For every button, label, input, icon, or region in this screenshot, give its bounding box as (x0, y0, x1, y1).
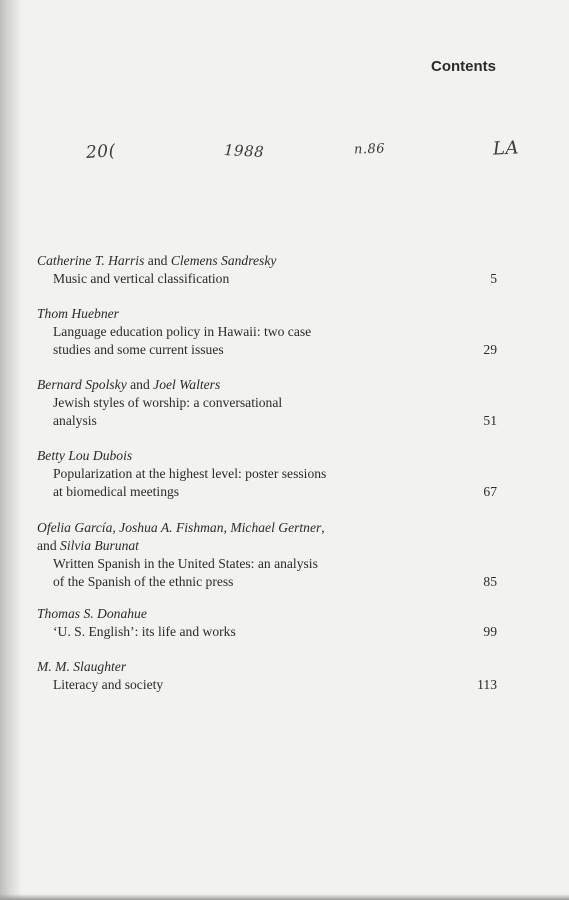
entry-page-number: 85 (483, 574, 497, 589)
entry-title (37, 270, 373, 288)
entry-title (37, 465, 373, 501)
entry-title-line: studies and some current issues (53, 342, 224, 357)
entry-title-line: Language education policy in Hawaii: two case (53, 324, 312, 339)
toc-entry (37, 519, 497, 591)
entry-authors: Bernard Spolsky and Joel Walters (37, 377, 221, 392)
toc-entry (37, 305, 497, 359)
entry-title-line: Literacy and society (53, 677, 164, 692)
entry-title-line: at biomedical meetings (53, 484, 180, 499)
entry-title (37, 323, 373, 359)
toc-entry (37, 658, 497, 694)
entry-title (37, 623, 373, 641)
entry-title-line: analysis (53, 413, 97, 428)
entry-page-number: 99 (483, 624, 497, 639)
entry-authors: Thomas S. Donahue (37, 606, 147, 621)
entry-authors: M. M. Slaughter (37, 659, 127, 674)
handwritten-note-3: n.86 (353, 141, 386, 158)
entry-title-line: Jewish styles of worship: a conversational (53, 395, 283, 410)
entry-authors: Betty Lou Dubois (37, 448, 133, 463)
entry-page-number: 29 (483, 342, 497, 357)
entry-title-line: Music and vertical classification (53, 271, 230, 286)
toc-entry (37, 252, 497, 288)
contents-heading: Contents (431, 58, 496, 75)
handwritten-note-2: 1988 (223, 140, 265, 162)
entry-title (37, 555, 373, 591)
entry-title-line: Written Spanish in the United States: an analysis (53, 556, 318, 571)
entry-authors: Thom Huebner (37, 306, 119, 321)
entry-title-line: ‘U. S. English’: its life and works (53, 624, 236, 639)
toc-entry (37, 376, 497, 430)
page-gutter-shadow (0, 0, 22, 900)
toc-entry (37, 605, 497, 641)
entry-authors: Catherine T. Harris and Clemens Sandresky (37, 253, 277, 268)
handwritten-note-1: 20( (85, 140, 117, 164)
toc-entry (37, 447, 497, 501)
entry-title-line: Popularization at the highest level: poster sessions (53, 466, 327, 481)
entry-title (37, 394, 373, 430)
entry-page-number: 51 (483, 413, 497, 428)
entry-authors: Ofelia García, Joshua A. Fishman, Michael Gertner, (37, 520, 325, 535)
entry-page-number: 5 (490, 271, 497, 286)
handwritten-note-4: LA (492, 137, 520, 160)
entry-title (37, 676, 373, 694)
entry-authors-continued: and Silvia Burunat (37, 538, 139, 553)
entry-page-number: 67 (483, 484, 497, 499)
page-bottom-edge (0, 894, 569, 900)
entry-title-line: of the Spanish of the ethnic press (53, 574, 234, 589)
entry-page-number: 113 (477, 677, 497, 692)
